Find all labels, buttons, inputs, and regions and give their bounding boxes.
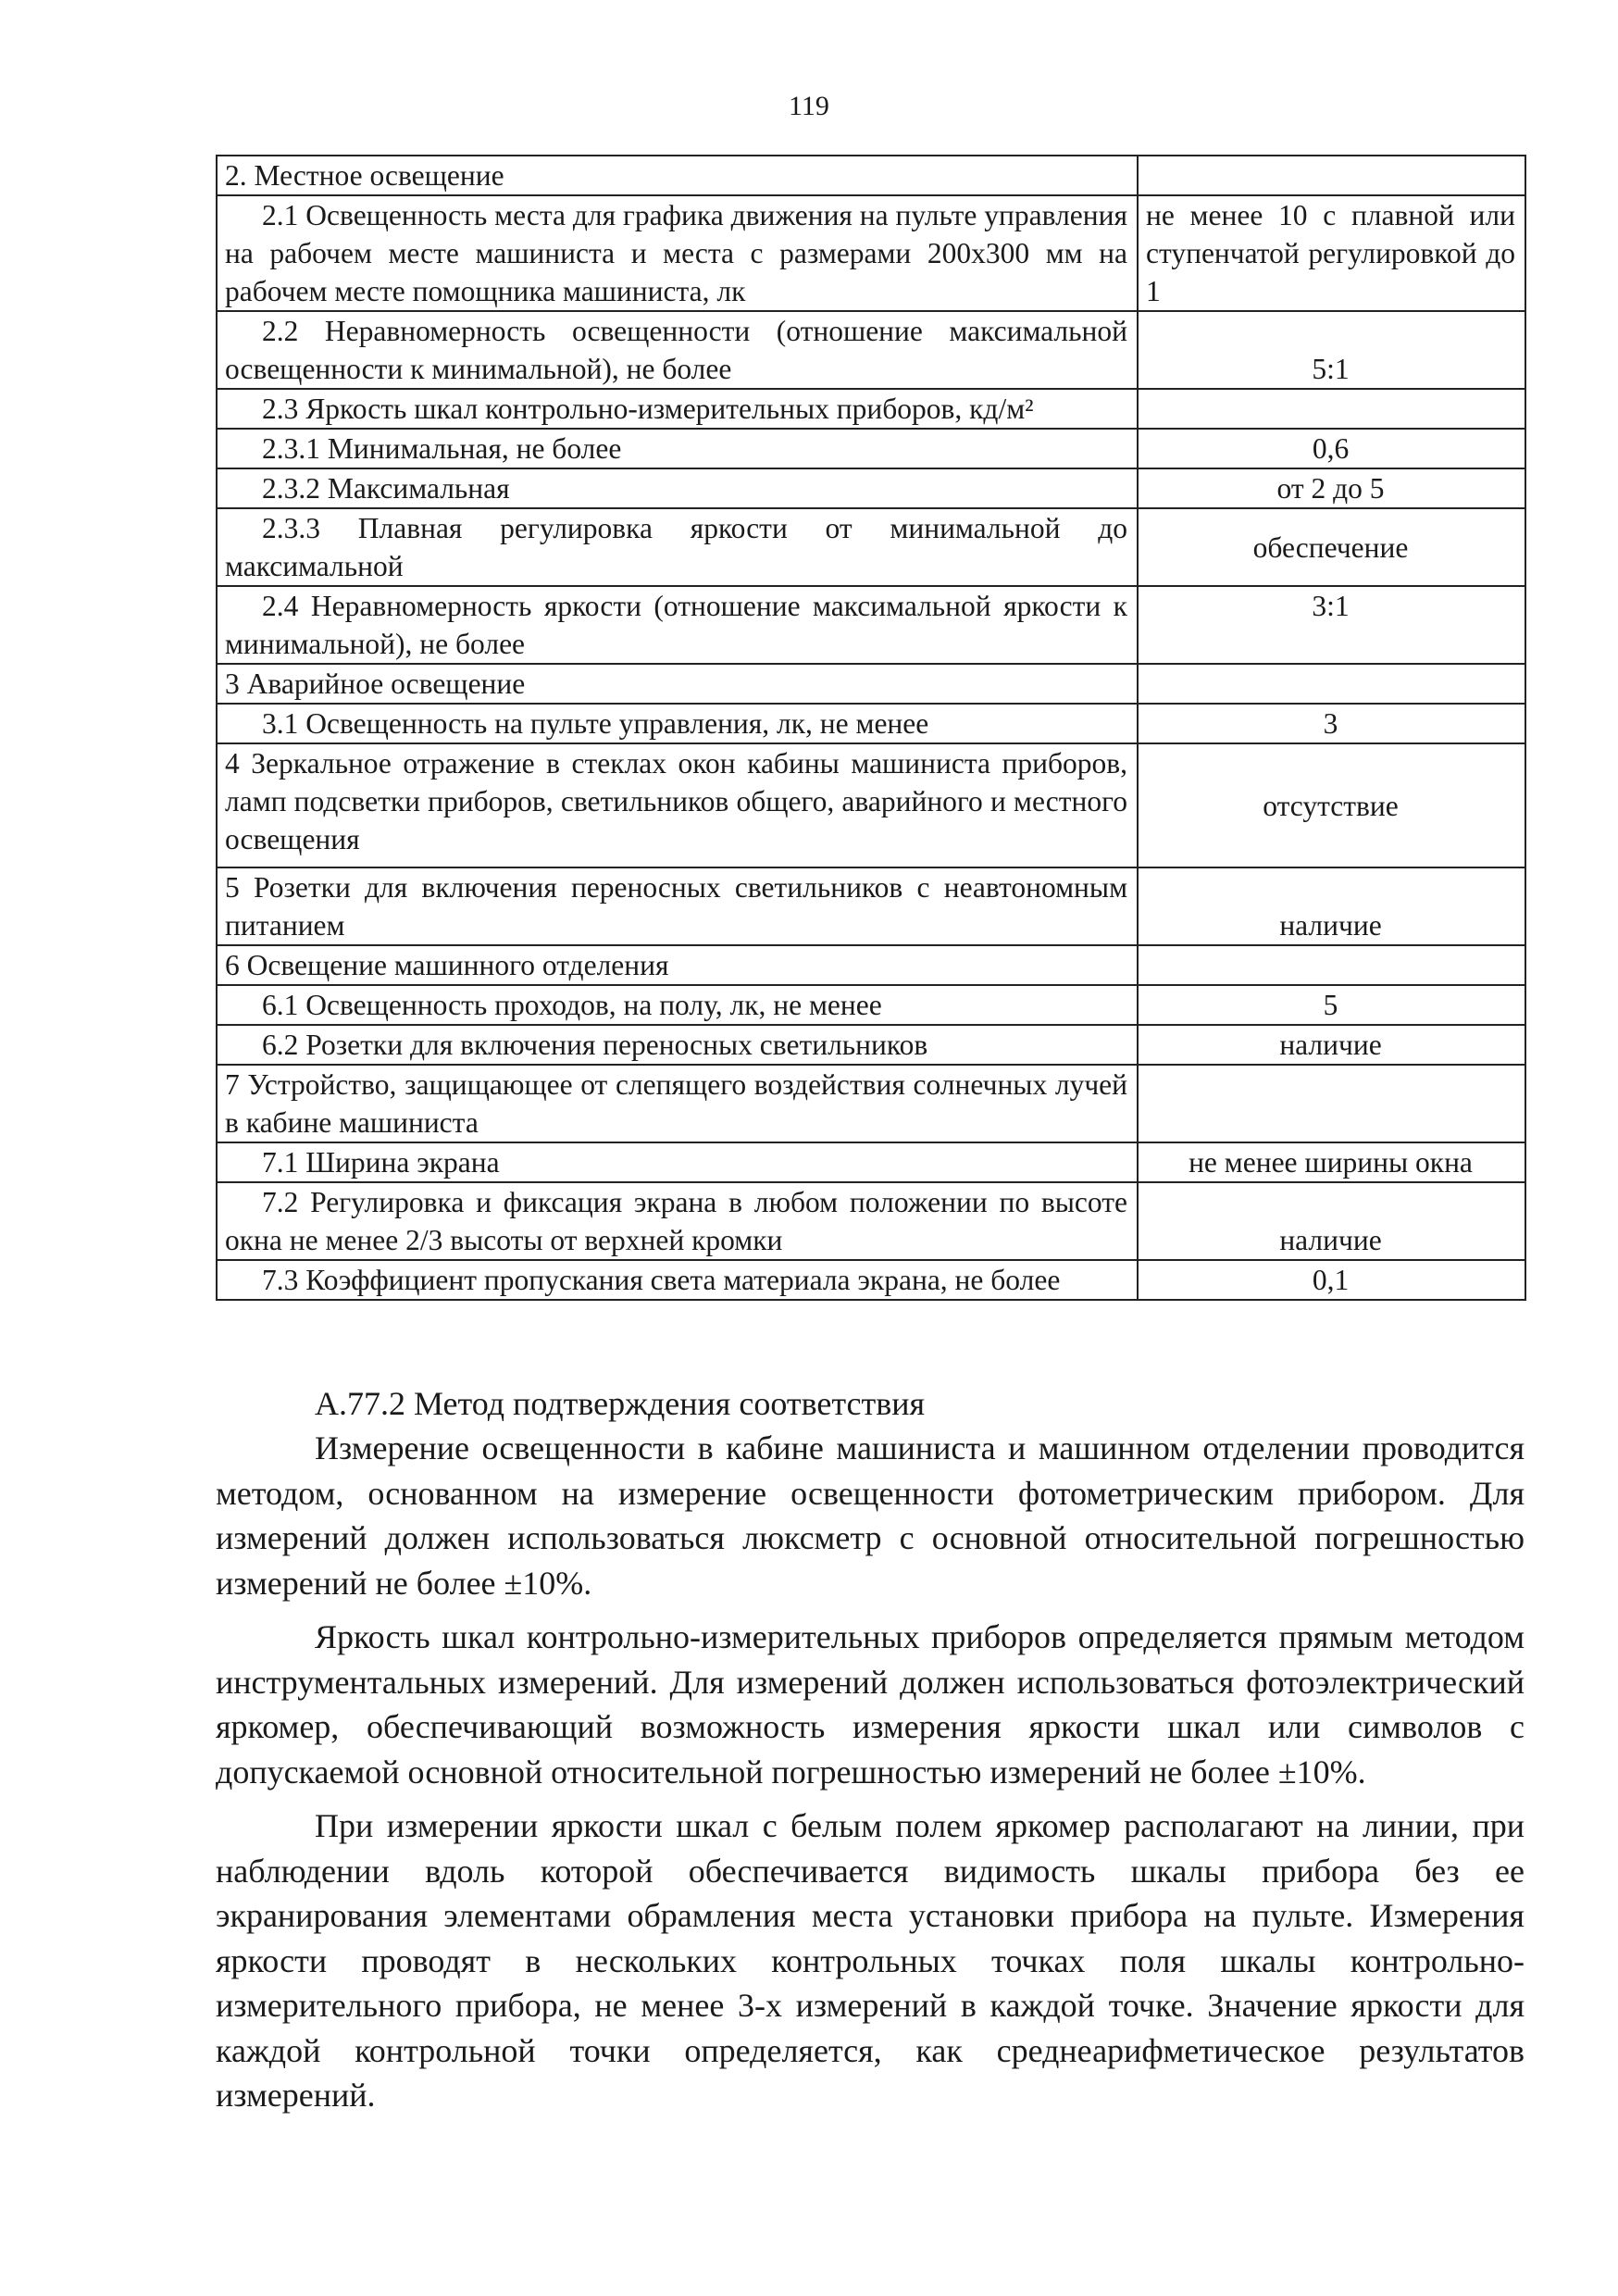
value-cell: наличие	[1138, 1025, 1525, 1065]
value-cell	[1138, 156, 1525, 195]
table-row	[217, 429, 1525, 468]
paragraph: Яркость шкал контрольно-измерительных приборов определяется прямым методом инструментальных измерений. Для измерений должен использоваться фотоэлектрический яркомер, обеспечивающий возможность измерения яркости шкал или символов с допускаемой основной относительной погрешностью измерений не более ±10%.	[216, 1618, 1525, 1791]
table-row	[217, 195, 1525, 311]
table-row	[217, 311, 1525, 389]
table-row	[217, 985, 1525, 1025]
requirement-cell: 2.1 Освещенность места для графика движения на пульте управления на рабочем месте машиниста и места с размерами 200х300 мм на рабочем месте помощника машиниста, лк	[217, 195, 1138, 311]
requirement-cell: 4 Зеркальное отражение в стеклах окон кабины машиниста приборов, ламп подсветки приборов, светильников общего, аварийного и местного освещения	[217, 743, 1138, 867]
requirement-cell: 2.3.2 Максимальная	[217, 468, 1138, 508]
value-cell: отсутствие	[1138, 743, 1525, 867]
requirements-table	[216, 155, 1526, 1301]
requirements-table-body	[217, 156, 1525, 1300]
value-cell: 3	[1138, 704, 1525, 743]
value-cell: не менее ширины окна	[1138, 1142, 1525, 1182]
requirement-cell: 2.2 Неравномерность освещенности (отношение максимальной освещенности к минимальной), не более	[217, 311, 1138, 389]
requirement-cell: 2. Местное освещение	[217, 156, 1138, 195]
requirement-cell: 6.1 Освещенность проходов, на полу, лк, не менее	[217, 985, 1138, 1025]
paragraph: Измерение освещенности в кабине машиниста и машинном отделении проводится методом, основанном на измерение освещенности фотометрическим прибором. Для измерений должен использоваться люксметр с основной относительной погрешностью измерений не более ±10%.	[216, 1429, 1525, 1602]
table-row	[217, 1182, 1525, 1260]
table-row	[217, 1260, 1525, 1300]
value-cell	[1138, 945, 1525, 985]
requirement-cell: 5 Розетки для включения переносных светильников с неавтономным питанием	[217, 867, 1138, 945]
value-cell: 5	[1138, 985, 1525, 1025]
value-cell	[1138, 389, 1525, 429]
table-row	[217, 508, 1525, 586]
requirement-cell: 2.4 Неравномерность яркости (отношение максимальной яркости к минимальной), не более	[217, 586, 1138, 664]
requirement-cell: 7 Устройство, защищающее от слепящего воздействия солнечных лучей в кабине машиниста	[217, 1065, 1138, 1142]
paragraph: При измерении яркости шкал с белым полем яркомер располагают на линии, при наблюдении вдоль которой обеспечивается видимость шкалы прибора без ее экранирования элементами обрамления места установки прибора на пульте. Измерения яркости проводят в нескольких контрольных точках поля шкалы контрольно-измерительного прибора, не менее 3-х измерений в каждой точке. Значение яркости для каждой контрольной точки определяется, как среднеарифметическое результатов измерений.	[216, 1807, 1525, 2114]
requirement-cell: 2.3 Яркость шкал контрольно-измерительных приборов, кд/м²	[217, 389, 1138, 429]
table-row	[217, 867, 1525, 945]
value-cell: 0,6	[1138, 429, 1525, 468]
value-cell: от 2 до 5	[1138, 468, 1525, 508]
value-cell	[1138, 1065, 1525, 1142]
requirement-cell: 7.3 Коэффициент пропускания света материала экрана, не более	[217, 1260, 1138, 1300]
table-row	[217, 1065, 1525, 1142]
value-cell: не менее 10 с плавной или ступенчатой регулировкой до 1	[1138, 195, 1525, 311]
table-row	[217, 468, 1525, 508]
table-row	[217, 1142, 1525, 1182]
value-cell: наличие	[1138, 1182, 1525, 1260]
page-number: 119	[789, 91, 829, 121]
requirement-cell: 3.1 Освещенность на пульте управления, лк, не менее	[217, 704, 1138, 743]
value-cell	[1138, 664, 1525, 704]
value-cell: 3:1	[1138, 586, 1525, 664]
requirement-cell: 6 Освещение машинного отделения	[217, 945, 1138, 985]
table-row	[217, 945, 1525, 985]
value-cell: 0,1	[1138, 1260, 1525, 1300]
table-row	[217, 1025, 1525, 1065]
requirement-cell: 7.1 Ширина экрана	[217, 1142, 1138, 1182]
value-cell: 5:1	[1138, 311, 1525, 389]
requirement-cell: 3 Аварийное освещение	[217, 664, 1138, 704]
table-row	[217, 743, 1525, 867]
section-heading: А.77.2 Метод подтверждения соответствия	[315, 1385, 926, 1422]
table-row	[217, 156, 1525, 195]
value-cell: обеспечение	[1138, 508, 1525, 586]
value-cell: наличие	[1138, 867, 1525, 945]
requirement-cell: 2.3.3 Плавная регулировка яркости от минимальной до максимальной	[217, 508, 1138, 586]
requirement-cell: 6.2 Розетки для включения переносных светильников	[217, 1025, 1138, 1065]
requirement-cell: 7.2 Регулировка и фиксация экрана в любом положении по высоте окна не менее 2/3 высоты от верхней кромки	[217, 1182, 1138, 1260]
requirement-cell: 2.3.1 Минимальная, не более	[217, 429, 1138, 468]
table-row	[217, 704, 1525, 743]
table-row	[217, 664, 1525, 704]
table-row	[217, 586, 1525, 664]
table-row	[217, 389, 1525, 429]
section-body	[216, 1426, 1525, 2118]
